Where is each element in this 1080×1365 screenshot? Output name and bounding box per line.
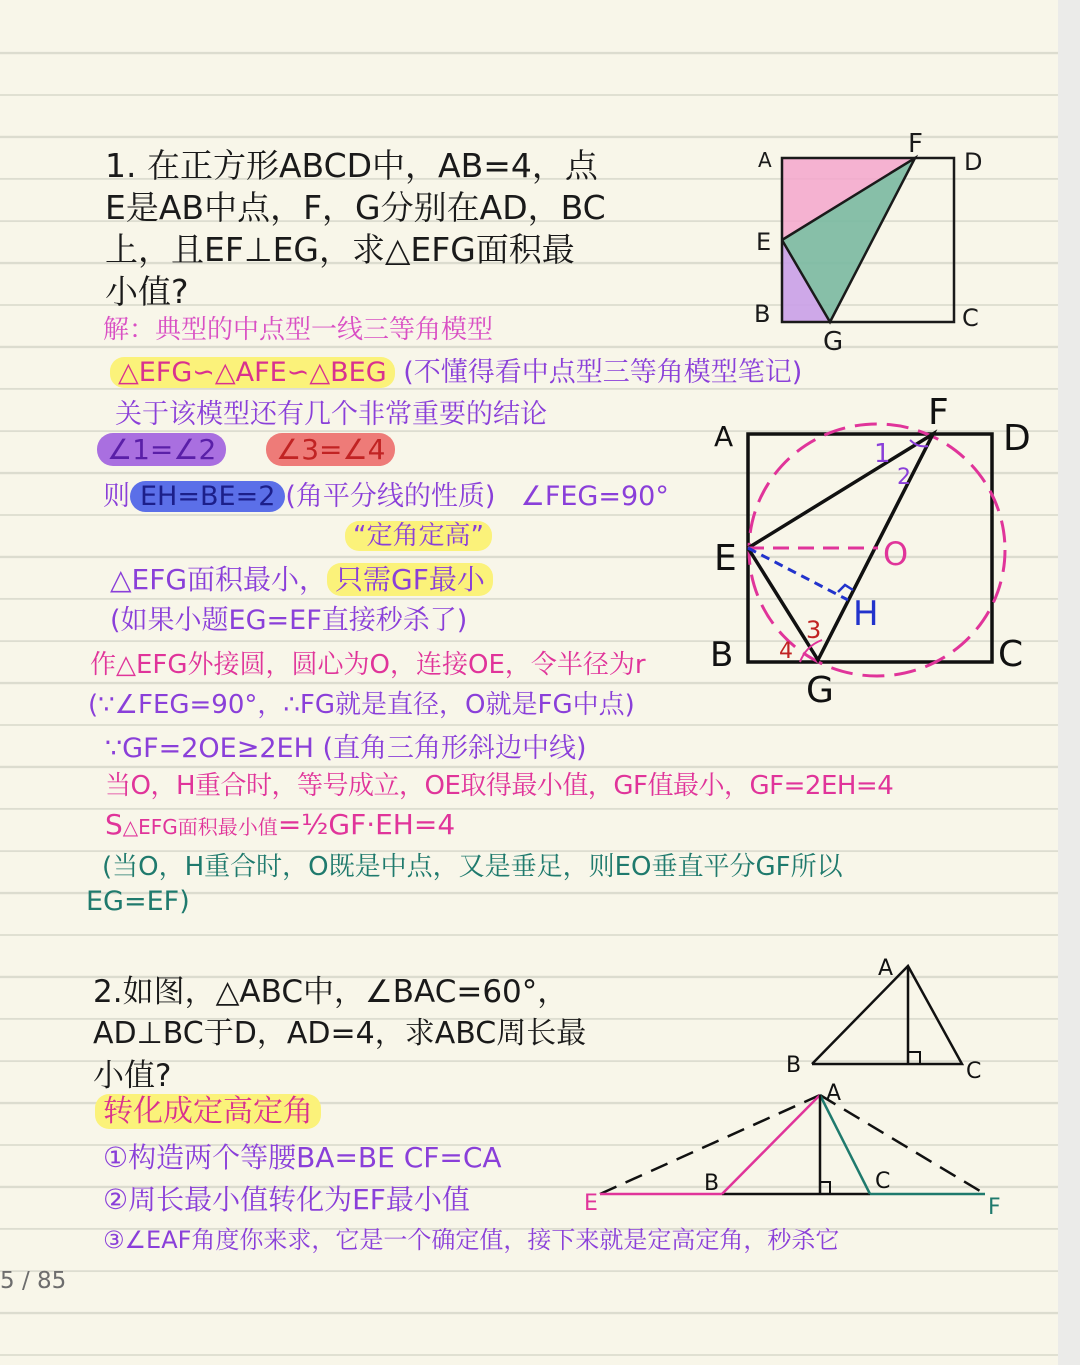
fig1-label-c: C [962,304,979,332]
page-indicator: 5 / 85 [0,1268,67,1294]
eh-line [103,474,669,513]
fig2-label-a: A [714,420,734,453]
fig3-label-a: A [878,956,894,981]
fig2-label-b: B [710,635,734,675]
feg-angle: ∠FEG=90° [520,481,669,512]
similar-line [110,350,802,389]
area-min-line [110,558,493,598]
fig3-right-angle [908,1052,920,1064]
fig2-right-angle [838,585,853,592]
page-edge [1058,0,1080,1365]
fig4-right-angle [820,1182,830,1194]
because1: (∵∠FEG=90°，∴FG就是直径，O就是FG中点) [88,690,635,720]
figure1-square [740,120,1010,360]
fig2-label-h: H [853,594,879,634]
note-line1: (当O，H重合时，O既是中点，又是垂足，则EO垂直平分GF所以 [102,852,843,882]
fig2-num-3: 3 [806,616,822,644]
step2: ②周长最小值转化为EF最小值 [103,1183,470,1216]
fig2-label-g: G [806,670,834,711]
fig2-num-2: 2 [897,465,911,490]
p1-line4: 小值? [105,272,189,311]
note-line2: EG=EF) [86,886,190,917]
fixed-angle-wrap [345,515,492,552]
angle12: ∠1=∠2 [97,433,226,466]
area-label: △EFG面积最小值 [122,815,278,839]
fig4-label-c: C [875,1169,891,1194]
fig2-label-o: O [883,535,909,573]
figure4-extended [580,1078,1020,1228]
area-s: S [105,808,123,841]
similar-note: (不懂得看中点型三等角模型笔记) [403,357,803,388]
key-conclusions: 关于该模型还有几个非常重要的结论 [115,399,547,430]
fig4-label-a: A [826,1081,842,1106]
eh-value: EH=BE=2 [130,481,285,512]
fixed-angle: “定角定高” [345,521,492,551]
eh-reason: (角平分线的性质) [285,481,496,512]
if-note: (如果小题EG=EF直接秒杀了) [110,605,468,636]
area-min: △EFG面积最小， [110,563,328,596]
eh-prefix: 则 [103,481,130,512]
figure3-triangle [780,950,1000,1090]
figure2-square-circle [700,385,1040,715]
similar-triangles: △EFG∽△AFE∽△BEG [110,357,395,388]
fig1-label-b: B [754,300,771,328]
because2: ∵GF=2OE≥2EH (直角三角形斜边中线) [105,733,587,764]
angle34: ∠3=∠4 [266,433,395,466]
step3: ③∠EAF角度你来求，它是一个确定值，接下来就是定高定角，秒杀它 [103,1226,840,1254]
fig2-num-1: 1 [874,439,891,469]
fig1-label-f: F [908,129,923,159]
p2-line3: 小值? [93,1058,172,1094]
circle-step: 作△EFG外接圆，圆心为O，连接OE，令半径为r [90,650,646,680]
convert-wrap [95,1086,321,1130]
fig2-label-e: E [714,538,737,579]
p2-line2: AD⊥BC于D，AD=4，求ABC周长最 [93,1016,587,1051]
step1: ①构造两个等腰BA=BE CF=CA [103,1141,502,1174]
fig1-label-a: A [758,148,772,172]
fig3-label-c: C [966,1059,982,1084]
area-value: =½GF·EH=4 [277,808,456,841]
fig1-label-d: D [964,148,983,176]
angle-line [97,433,395,466]
fig4-label-b: B [704,1171,720,1196]
p2-line1: 2.如图，△ABC中，∠BAC=60°， [93,974,569,1010]
fig2-label-d: D [1003,418,1031,459]
fig2-label-c: C [998,634,1024,675]
p1-line3: 上，且EF⊥EG，求△EFG面积最 [105,230,575,269]
fig4-label-e: E [584,1191,598,1216]
fig4-ab [722,1095,820,1194]
need-gf: 只需GF最小 [327,563,493,596]
p1-line2: E是AB中点，F，G分别在AD，BC [105,188,606,227]
fig2-num-4: 4 [779,639,793,664]
convert: 转化成定高定角 [95,1094,321,1129]
fig3-label-b: B [786,1053,802,1078]
when-line: 当O，H重合时，等号成立，OE取得最小值，GF值最小，GF=2EH=4 [105,771,894,801]
fig4-label-f: F [988,1195,1001,1220]
fig2-label-f: F [928,392,949,433]
fig1-label-e: E [756,228,772,256]
area-formula [105,808,455,841]
solution-intro: 解：典型的中点型一线三等角模型 [103,315,494,345]
p1-line1: 1. 在正方形ABCD中，AB=4，点 [105,146,598,185]
fig1-label-g: G [823,327,844,357]
